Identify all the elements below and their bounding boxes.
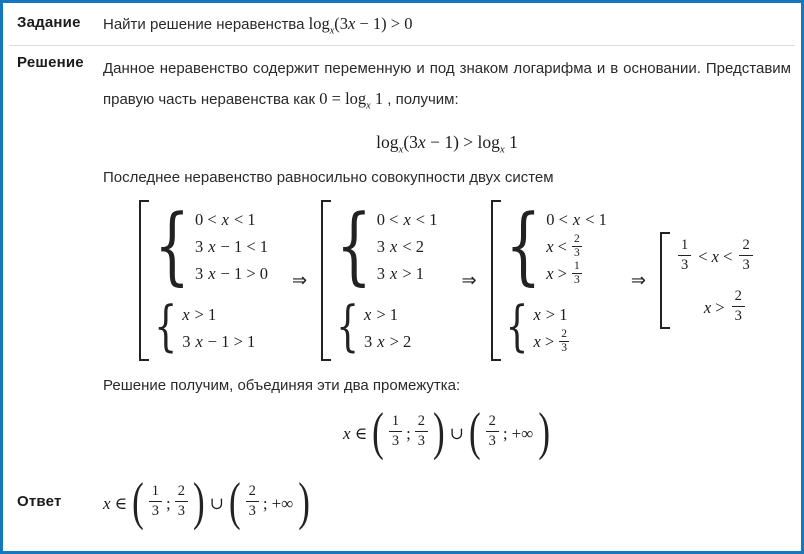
system-group — [154, 296, 268, 359]
answer-label: Ответ — [17, 492, 62, 510]
system-block-2 — [321, 197, 447, 361]
answer-row — [3, 470, 801, 532]
element-of-symbol: ∈ — [114, 494, 128, 514]
inequality: 0 < x < 1 — [194, 209, 256, 229]
left-square-bracket — [660, 232, 670, 329]
display-formula-log: $\log_x(3x - 1) > \log_x 1$ — [376, 131, 518, 156]
solution-paragraph-3: Решение получим, объединяя эти два промежутка: — [103, 377, 461, 395]
element-of-symbol: ∈ — [354, 424, 368, 444]
fraction: $\frac{2}{3}$ — [739, 236, 752, 274]
implies-arrow: ⇒ — [292, 270, 308, 292]
curly-brace-icon: { — [336, 197, 372, 295]
system-group — [505, 197, 607, 295]
task-formula: $\log_x(3x - 1) > 0$ — [308, 14, 413, 37]
task-label: Задание — [17, 14, 81, 31]
system-group — [336, 197, 438, 295]
fraction: $\frac{1}{3}$ — [678, 236, 691, 274]
inequality: 0 < x < 1 — [546, 209, 607, 229]
curly-brace-icon: { — [336, 296, 360, 359]
inequality: x > 1 — [533, 304, 568, 324]
big-paren-open: ( — [228, 471, 241, 531]
inequality: 3 x < 2 — [376, 236, 425, 256]
solution-row — [3, 54, 801, 462]
inequality: 3 x > 2 — [364, 331, 412, 351]
task-statement: Найти решение неравенства — [103, 16, 309, 33]
solution-paragraph-1: Данное неравенство содержит переменную и под знаком логарифма и в основании. Представим правую часть неравенства как $0 = \log_x 1$ , получим: — [103, 60, 791, 112]
big-paren-open: ( — [372, 401, 384, 461]
inequality: x > 1 — [364, 304, 399, 324]
system-group — [154, 197, 269, 295]
solution-label: Решение — [17, 54, 84, 72]
plus-infinity: +∞ — [511, 424, 534, 444]
inequality: x > $\frac{2}{3}$ — [533, 327, 567, 355]
fraction: $\frac{1}{3}$ — [389, 412, 402, 450]
fraction: $\frac{2}{3}$ — [246, 482, 259, 520]
system-group — [336, 296, 437, 359]
inline-formula-zero-log: $0 = \log_x 1$ — [319, 89, 384, 112]
big-paren-open: ( — [132, 471, 144, 531]
system-block-1 — [139, 197, 278, 361]
left-square-bracket — [139, 200, 149, 361]
inequality: $\frac{1}{3}$ < x < $\frac{2}{3}$ — [678, 236, 753, 274]
section-divider — [9, 45, 795, 46]
big-paren-open: ( — [468, 401, 481, 461]
big-paren-close: ) — [298, 471, 310, 531]
fraction: $\frac{2}{3}$ — [486, 412, 499, 450]
left-square-bracket — [321, 200, 331, 361]
system-group — [505, 296, 607, 359]
union-symbol: ∪ — [449, 424, 464, 444]
fraction: $\frac{2}{3}$ — [415, 412, 428, 450]
plus-infinity: +∞ — [271, 494, 294, 514]
fraction: $\frac{1}{3}$ — [573, 259, 580, 287]
inequality: 3 x − 1 > 0 — [194, 263, 269, 283]
system-block-4 — [660, 232, 755, 329]
answer-formula: x ∈ ( $\frac{1}{3}$ ; $\frac{2}{3}$ ) ∪ ( $\frac{2}{3}$ ; +∞ ) — [103, 471, 310, 531]
inequality: x > $\frac{2}{3}$ — [678, 287, 753, 325]
left-square-bracket — [491, 200, 501, 361]
solution-content — [103, 54, 791, 462]
fraction: $\frac{2}{3}$ — [573, 232, 580, 260]
union-symbol: ∪ — [209, 494, 224, 514]
inequality: x > 1 — [182, 304, 217, 324]
inequality: 0 < x < 1 — [376, 209, 438, 229]
big-paren-close: ) — [193, 471, 205, 531]
inequality: 3 x − 1 > 1 — [182, 331, 256, 351]
inequality: x < $\frac{2}{3}$ — [546, 232, 580, 260]
implies-arrow: ⇒ — [461, 270, 477, 292]
task-row — [3, 14, 801, 36]
big-paren-close: ) — [538, 401, 550, 461]
curly-brace-icon: { — [505, 296, 529, 359]
implies-arrow: ⇒ — [630, 270, 646, 292]
big-paren-close: ) — [433, 401, 445, 461]
fraction: $\frac{2}{3}$ — [732, 287, 745, 325]
task-text — [103, 14, 791, 36]
curly-brace-icon: { — [505, 197, 542, 295]
result-display-formula: x ∈ ( $\frac{1}{3}$ ; $\frac{2}{3}$ ) ∪ ( $\frac{2}{3}$ ; +∞ ) — [343, 401, 550, 461]
system-block-3 — [491, 197, 617, 361]
systems-display — [103, 197, 791, 361]
curly-brace-icon: { — [154, 296, 178, 359]
fraction: $\frac{2}{3}$ — [175, 482, 188, 520]
inequality: x > $\frac{1}{3}$ — [546, 259, 580, 287]
curly-brace-icon: { — [154, 197, 190, 295]
fraction: $\frac{2}{3}$ — [561, 327, 567, 355]
solution-paragraph-2: Последнее неравенство равносильно совокупности двух систем — [103, 169, 554, 187]
fraction: $\frac{1}{3}$ — [149, 482, 162, 520]
inequality: 3 x − 1 < 1 — [194, 236, 269, 256]
inequality: 3 x > 1 — [376, 263, 425, 283]
